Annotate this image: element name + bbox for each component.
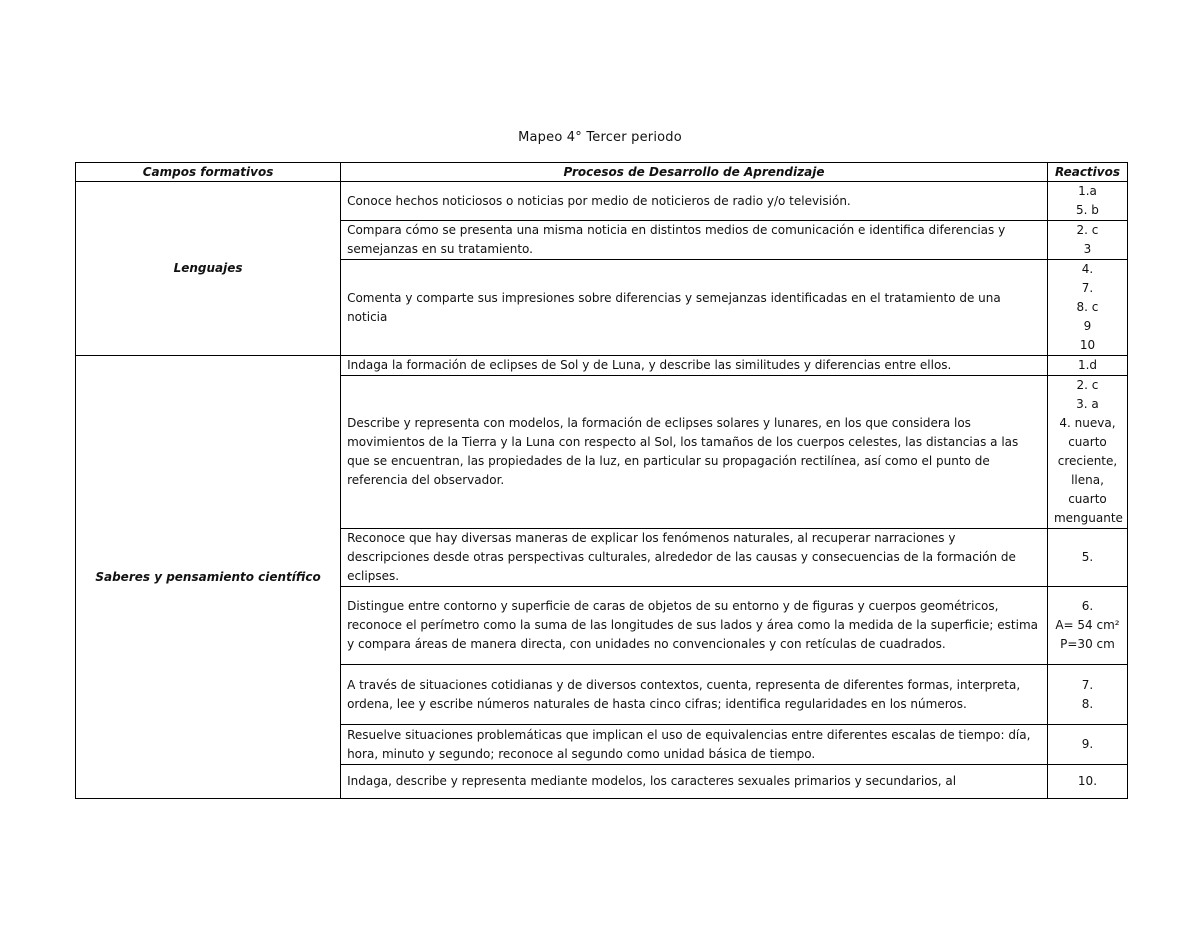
mapping-table [75, 162, 1128, 799]
reactivo-item: 8. c [1076, 300, 1099, 314]
proceso-cell: Distingue entre contorno y superficie de caras de objetos de su entorno y de figuras y cuerpos geométricos, reconoce el perímetro como la suma de las longitudes de sus lados y área como la medida de la superficie; estima y compara áreas de manera directa, con unidades no convencionales y con retículas de cuadrados. [341, 587, 1048, 665]
reactivo-item: 10. [1077, 774, 1098, 788]
reactivo-item: 1.d [1077, 358, 1098, 372]
table-row [76, 182, 1128, 221]
proceso-cell: Indaga, describe y representa mediante modelos, los caracteres sexuales primarios y secundarios, al [341, 765, 1048, 799]
reactivo-item: 2. c [1076, 378, 1099, 392]
reactivo-item: 6. [1081, 599, 1094, 613]
page-title: Mapeo 4° Tercer periodo [518, 130, 682, 145]
reactivo-item: 3. a [1076, 397, 1099, 411]
proceso-cell: Reconoce que hay diversas maneras de explicar los fenómenos naturales, al recuperar narraciones y descripciones desde otras perspectivas culturales, alrededor de las causas y consecuencias de la formación de eclipses. [341, 529, 1048, 587]
campo-saberes: Saberes y pensamiento científico [76, 356, 341, 799]
reactivos-cell [1047, 376, 1127, 529]
reactivos-cell [1047, 182, 1127, 221]
proceso-cell: Indaga la formación de eclipses de Sol y de Luna, y describe las similitudes y diferencias entre ellos. [341, 356, 1048, 376]
reactivos-cell [1047, 529, 1127, 587]
reactivo-item: 5. b [1076, 203, 1099, 217]
reactivo-item: 1.a [1078, 184, 1097, 198]
reactivos-cell [1047, 587, 1127, 665]
reactivos-cell [1047, 260, 1127, 356]
header-reactivos: Reactivos [1047, 163, 1127, 182]
proceso-cell: Comenta y comparte sus impresiones sobre diferencias y semejanzas identificadas en el tratamiento de una noticia [341, 260, 1048, 356]
reactivo-item: 2. c [1076, 223, 1099, 237]
reactivo-item: 9. [1081, 737, 1094, 751]
proceso-cell: Resuelve situaciones problemáticas que implican el uso de equivalencias entre diferentes escalas de tiempo: día, hora, minuto y segundo; reconoce al segundo como unidad básica de tiempo. [341, 725, 1048, 765]
reactivo-item: llena, [1071, 473, 1104, 487]
reactivos-cell [1047, 221, 1127, 260]
proceso-cell: Conoce hechos noticiosos o noticias por medio de noticieros de radio y/o televisión. [341, 182, 1048, 221]
reactivo-item: menguante [1053, 511, 1123, 525]
header-procesos: Procesos de Desarrollo de Aprendizaje [341, 163, 1048, 182]
reactivo-item: cuarto [1068, 435, 1107, 449]
reactivo-item: 7. [1081, 281, 1094, 295]
reactivo-item: P=30 cm [1060, 637, 1115, 651]
reactivo-item: 5. [1081, 550, 1094, 564]
reactivo-item: cuarto [1068, 492, 1107, 506]
header-row [76, 163, 1128, 182]
reactivo-item: 9 [1083, 319, 1092, 333]
reactivo-item: 8. [1081, 696, 1094, 711]
header-campos-formativos: Campos formativos [76, 163, 341, 182]
reactivos-cell [1047, 665, 1127, 725]
reactivo-item: 4. nueva, [1059, 416, 1116, 430]
reactivo-item: 3 [1083, 242, 1092, 256]
reactivo-item: 4. [1081, 262, 1094, 276]
reactivo-item: creciente, [1057, 454, 1118, 468]
proceso-cell: Compara cómo se presenta una misma noticia en distintos medios de comunicación e identifica diferencias y semejanzas en su tratamiento. [341, 221, 1048, 260]
reactivo-item: 10 [1079, 338, 1096, 352]
reactivos-cell [1047, 725, 1127, 765]
reactivo-item: 7. [1081, 677, 1094, 692]
proceso-cell: Describe y representa con modelos, la formación de eclipses solares y lunares, en los que considera los movimientos de la Tierra y la Luna con respecto al Sol, los tamaños de los cuerpos celestes, las distancias a las que se encuentran, las propiedades de la luz, en particular su propagación rectilínea, así como el punto de referencia del observador. [341, 376, 1048, 529]
reactivos-cell [1047, 356, 1127, 376]
proceso-cell: A través de situaciones cotidianas y de diversos contextos, cuenta, representa de diferentes formas, interpreta, ordena, lee y escribe números naturales de hasta cinco cifras; identifica regularidades en los números. [341, 665, 1048, 725]
table-row [76, 356, 1128, 376]
reactivo-item: A= 54 cm² [1055, 618, 1120, 632]
reactivos-cell [1047, 765, 1127, 799]
campo-lenguajes: Lenguajes [76, 182, 341, 356]
